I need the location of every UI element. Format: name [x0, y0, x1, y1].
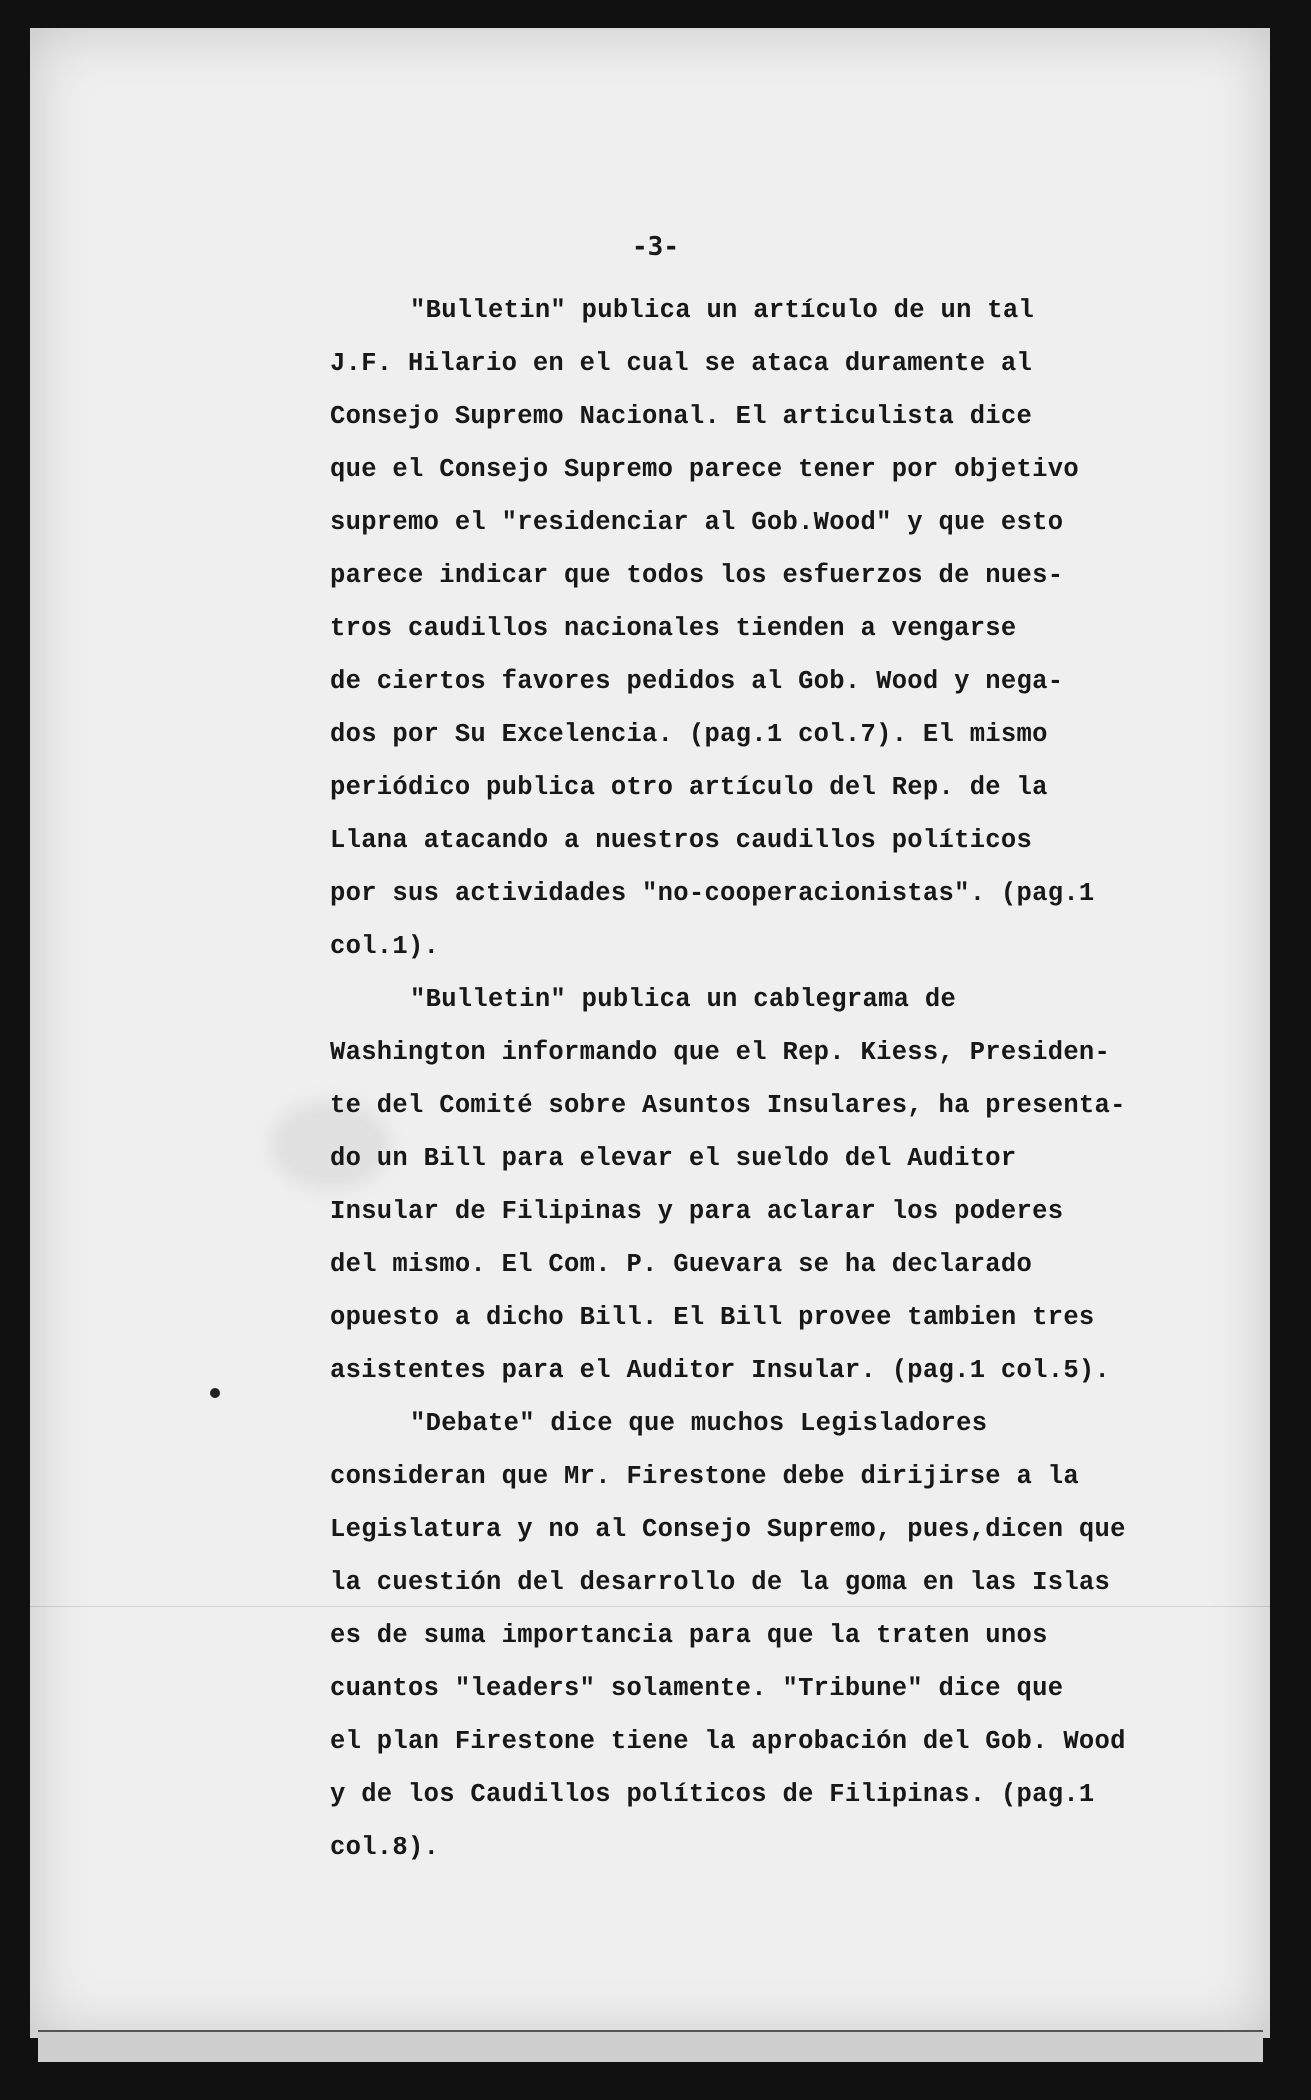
- text-line: J.F. Hilario en el cual se ataca duramente al: [330, 349, 1033, 378]
- text-line: opuesto a dicho Bill. El Bill provee tambien tres: [330, 1303, 1095, 1332]
- text-line: "Bulletin" publica un artículo de un tal: [410, 296, 1035, 325]
- text-line: es de suma importancia para que la traten unos: [330, 1621, 1048, 1650]
- document-body: [330, 284, 1130, 1874]
- text-line: y de los Caudillos políticos de Filipinas. (pag.1: [330, 1780, 1095, 1809]
- text-line: Legislatura y no al Consejo Supremo, pues,dicen que: [330, 1515, 1126, 1544]
- text-line: parece indicar que todos los esfuerzos de nues-: [330, 561, 1064, 590]
- text-line: la cuestión del desarrollo de la goma en las Islas: [330, 1568, 1111, 1597]
- paragraph-2: [330, 973, 1130, 1397]
- text-line: que el Consejo Supremo parece tener por objetivo: [330, 455, 1079, 484]
- paragraph-3: [330, 1397, 1130, 1874]
- page-bottom-edge: [38, 2030, 1263, 2062]
- paragraph-1: [330, 284, 1130, 973]
- text-line: do un Bill para elevar el sueldo del Auditor: [330, 1144, 1017, 1173]
- page-number: -3-: [632, 232, 679, 262]
- text-line: de ciertos favores pedidos al Gob. Wood y nega-: [330, 667, 1064, 696]
- text-line: Insular de Filipinas y para aclarar los poderes: [330, 1197, 1064, 1226]
- text-line: por sus actividades "no-cooperacionistas". (pag.1: [330, 879, 1095, 908]
- text-line: Washington informando que el Rep. Kiess, Presiden-: [330, 1038, 1111, 1067]
- text-line: supremo el "residenciar al Gob.Wood" y que esto: [330, 508, 1064, 537]
- text-line: cuantos "leaders" solamente. "Tribune" dice que: [330, 1674, 1064, 1703]
- text-line: el plan Firestone tiene la aprobación del Gob. Wood: [330, 1727, 1126, 1756]
- text-line: dos por Su Excelencia. (pag.1 col.7). El mismo: [330, 720, 1048, 749]
- text-line: "Debate" dice que muchos Legisladores: [410, 1409, 988, 1438]
- text-line: asistentes para el Auditor Insular. (pag.1 col.5).: [330, 1356, 1111, 1385]
- text-line: periódico publica otro artículo del Rep. de la: [330, 773, 1048, 802]
- text-line: Llana atacando a nuestros caudillos políticos: [330, 826, 1033, 855]
- text-line: col.8).: [330, 1833, 440, 1862]
- text-line: "Bulletin" publica un cablegrama de: [410, 985, 957, 1014]
- text-line: consideran que Mr. Firestone debe dirijirse a la: [330, 1462, 1079, 1491]
- text-line: del mismo. El Com. P. Guevara se ha declarado: [330, 1250, 1033, 1279]
- ink-dot: [210, 1388, 220, 1398]
- text-line: Consejo Supremo Nacional. El articulista dice: [330, 402, 1033, 431]
- text-line: col.1).: [330, 932, 440, 961]
- text-line: te del Comité sobre Asuntos Insulares, ha presenta-: [330, 1091, 1126, 1120]
- text-line: tros caudillos nacionales tienden a vengarse: [330, 614, 1017, 643]
